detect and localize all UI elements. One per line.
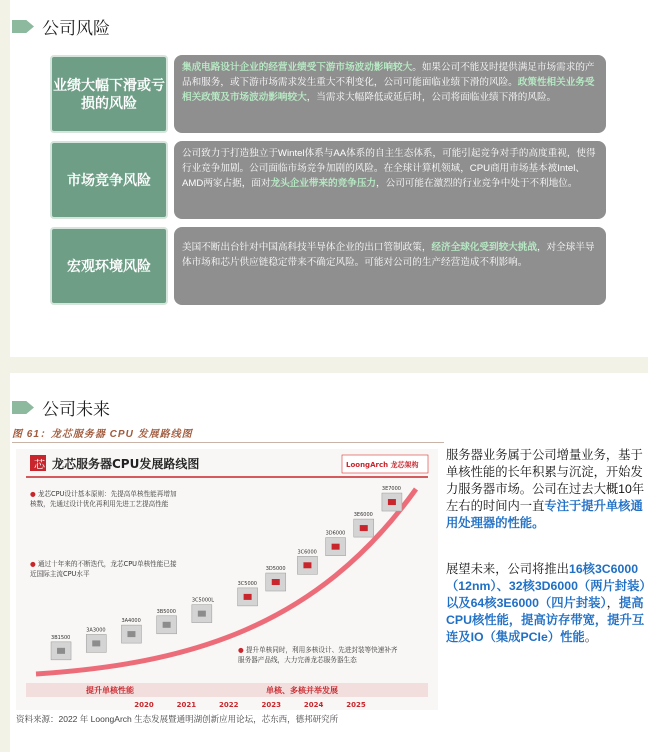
body-text: ，当需求大幅降低或延后时，公司将面临业绩下滑的风险。 bbox=[306, 91, 557, 103]
highlight-text: 提高CPU核性能，提高访存带宽，提升互连及IO（集成PCIe）性能 bbox=[446, 596, 645, 644]
highlight-text: 集成电路设计企业的经营业绩受下游市场波动影响较大 bbox=[182, 62, 413, 73]
loongarch-logo-text: LoongArch 龙芯架构 bbox=[346, 461, 419, 469]
section-flag-icon bbox=[12, 401, 34, 414]
year-label: 2025 bbox=[346, 701, 366, 709]
roadmap-svg bbox=[16, 449, 438, 710]
future-paragraph-1 bbox=[446, 447, 646, 532]
section-flag-icon bbox=[12, 20, 34, 33]
band-label-right: 单核、多核并举发展 bbox=[266, 686, 338, 695]
figure-source: 资料来源：2022 年 LoongArch 生态发展暨通明湖创新应用论坛，芯东西，德邦研究所 bbox=[16, 714, 339, 724]
body-text: ，公司可能在激烈的行业竞争中处于不利地位。 bbox=[376, 177, 578, 189]
chip-label: 3E7000 bbox=[381, 486, 401, 493]
body-text: 公司致力于打造独立于Wintel体系与AA体系的自主生态体系，可能引起竞争对手的高度重视，使得行业竞争加剧。公司面临市场竞争加剧的风险。在全球计算机领域，CPU商用市场基本被Intel、AMD两家占据，面对 bbox=[182, 148, 596, 189]
chip-label: 3C5000 bbox=[237, 580, 258, 587]
roadmap-figure bbox=[16, 449, 438, 710]
chip-3c6000 bbox=[297, 549, 317, 574]
body-text: 服务器业务属于公司增量业务，基于单核性能的长年积累与沉淀，开始发力服务器市场。公司在过去大概10年左右的时间内一直 bbox=[446, 448, 645, 513]
risk-panel bbox=[10, 0, 648, 357]
chip-3b5000 bbox=[157, 609, 177, 634]
chip-label: 3C6000 bbox=[297, 549, 317, 556]
body-text: 美国不断出台针对中国高科技半导体企业的出口管制政策， bbox=[182, 242, 432, 253]
figure-caption: 图 61：龙芯服务器 CPU 发展路线图 bbox=[12, 429, 193, 440]
risk-description bbox=[174, 55, 606, 133]
chip-3d5000 bbox=[266, 566, 286, 591]
principles-box: ● 龙芯CPU设计基本原则：先提高单核性能再增加核数，先通过设计优化再利用先进工艺提高性能 bbox=[30, 490, 177, 508]
chip-3e6000 bbox=[354, 512, 374, 537]
risk-description bbox=[174, 227, 606, 305]
highlight-text: 政策性相关业务受相关政策及市场波动影响较大 bbox=[182, 76, 595, 103]
future-section-header bbox=[12, 395, 110, 420]
chip-3c5000l bbox=[192, 598, 214, 623]
svg-text:芯: 芯 bbox=[34, 458, 45, 471]
future-paragraph-2 bbox=[446, 561, 646, 646]
year-label: 2023 bbox=[261, 701, 281, 709]
year-label: 2024 bbox=[303, 701, 324, 709]
risk-section-title: 公司风险 bbox=[42, 19, 110, 38]
chip-3d6000 bbox=[326, 531, 346, 556]
highlight-text: 经济全球化受到较大挑战 bbox=[431, 242, 537, 253]
chip-3c5000 bbox=[238, 581, 258, 606]
risk-label: 市场竞争风险 bbox=[50, 141, 168, 219]
body-text: ， bbox=[606, 596, 619, 610]
figure-rule bbox=[12, 442, 444, 443]
risk-section-header bbox=[12, 14, 110, 39]
highlight-text: 专注于提升单核通用处理器的性能。 bbox=[446, 499, 643, 530]
risk-description bbox=[174, 141, 606, 219]
band-label-left: 提升单核性能 bbox=[86, 686, 134, 695]
multicore-note: ● 提升单核同时，利用多核设计、先进封装等快速补齐服务器产品线，大力完善龙芯服务器生态 bbox=[238, 646, 398, 664]
year-label: 2021 bbox=[176, 701, 197, 709]
highlight-text: 16核3C6000（12nm）、32核3D6000（两片封装）以及64核3E6000（四片封装） bbox=[446, 562, 646, 610]
body-text: 。 bbox=[584, 630, 598, 644]
future-section-title: 公司未来 bbox=[42, 400, 110, 419]
figure-title: 龙芯服务器CPU发展路线图 bbox=[52, 457, 200, 471]
risk-row-competition bbox=[50, 141, 606, 219]
future-panel bbox=[10, 373, 648, 752]
risk-row-macro bbox=[50, 227, 606, 305]
chip-3a4000 bbox=[121, 618, 141, 643]
risk-row-performance bbox=[50, 55, 606, 133]
chip-3b1500 bbox=[51, 635, 71, 660]
chip-3e7000 bbox=[382, 486, 402, 511]
chip-label: 3C5000L bbox=[191, 597, 215, 604]
year-label: 2020 bbox=[134, 701, 154, 709]
body-text: ，对全球半导体市场和芯片供应链稳定带来不确定风险。可能对公司的生产经营造成不利影响。 bbox=[182, 242, 595, 268]
chip-3a3000 bbox=[86, 627, 106, 652]
risk-label: 宏观环境风险 bbox=[50, 227, 168, 305]
year-label: 2022 bbox=[219, 701, 239, 709]
body-text: 展望未来，公司将推出 bbox=[446, 562, 569, 576]
chip-label: 3A4000 bbox=[121, 618, 141, 625]
year-axis bbox=[134, 701, 366, 709]
chip-label: 3D6000 bbox=[325, 530, 346, 537]
chip-label: 3B1500 bbox=[51, 634, 71, 641]
chip-label: 3E6000 bbox=[353, 512, 373, 519]
body-text: 。如果公司不能及时提供满足市场需求的产品和服务，或下游市场需求发生重大不利变化，公司可能面临业绩下滑的风险。 bbox=[182, 62, 595, 88]
highlight-text: 龙头企业带来的竞争压力 bbox=[270, 177, 377, 189]
iteration-note: ● 通过十年来的不断迭代，龙芯CPU单核性能已接近国际主流CPU水平 bbox=[30, 560, 177, 578]
chip-label: 3B5000 bbox=[156, 608, 176, 615]
chip-label: 3D5000 bbox=[265, 566, 286, 573]
risk-label: 业绩大幅下滑或亏损的风险 bbox=[50, 55, 168, 133]
chip-label: 3A3000 bbox=[86, 627, 106, 634]
